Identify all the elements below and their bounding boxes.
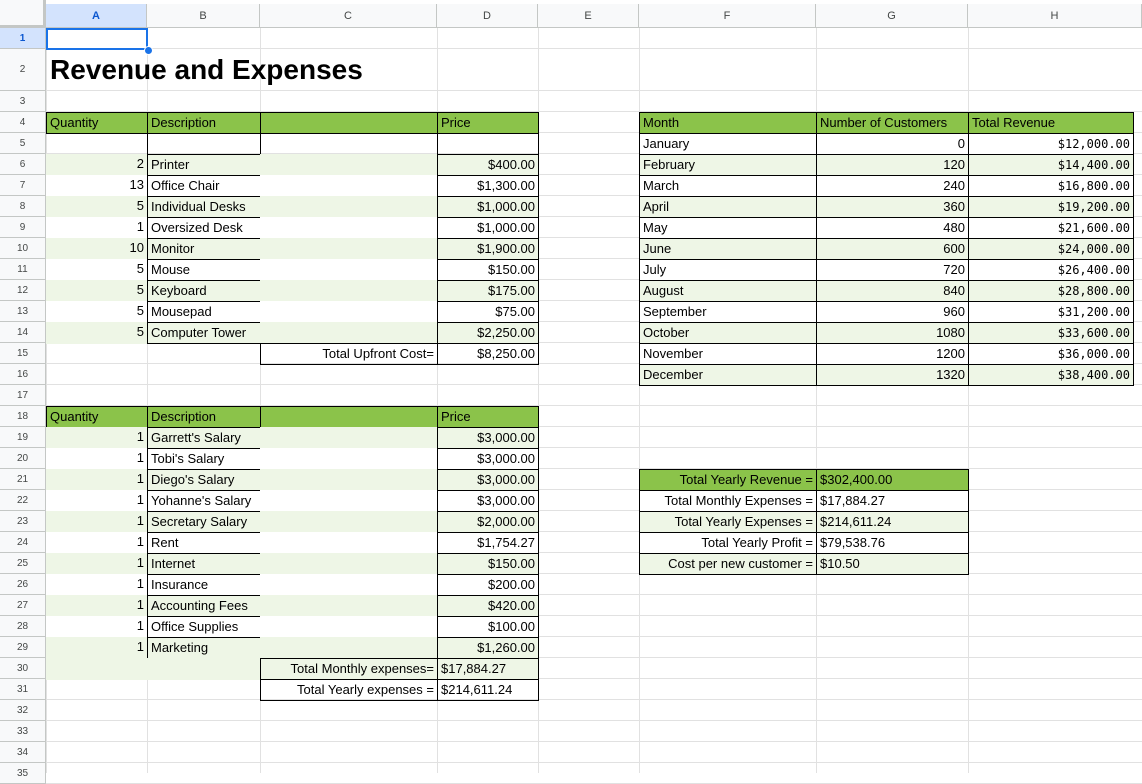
total-upfront-label[interactable]: Total Upfront Cost= — [260, 343, 438, 365]
price-cell[interactable]: $1,000.00 — [437, 196, 539, 218]
row-header-19[interactable]: 19 — [0, 427, 46, 448]
column-header-g[interactable]: G — [816, 4, 968, 28]
total-yearly-label[interactable]: Total Yearly expenses = — [260, 679, 438, 701]
header-quantity[interactable]: Quantity — [46, 406, 148, 428]
revenue-cell[interactable]: $26,400.00 — [968, 259, 1134, 281]
cell-empty[interactable] — [260, 133, 438, 155]
price-cell[interactable]: $3,000.00 — [437, 448, 539, 470]
row-header-35[interactable]: 35 — [0, 763, 46, 784]
quantity-cell[interactable]: 13 — [46, 175, 148, 197]
select-all-corner[interactable] — [0, 0, 46, 28]
column-header-b[interactable]: B — [147, 4, 260, 28]
gridline-horizontal — [46, 720, 1142, 721]
cell-empty[interactable] — [260, 301, 438, 323]
customers-cell[interactable]: 0 — [816, 133, 969, 155]
customers-cell[interactable]: 1200 — [816, 343, 969, 365]
quantity-cell[interactable]: 1 — [46, 616, 148, 638]
description-cell[interactable]: Monitor — [147, 238, 261, 260]
row-header-23[interactable]: 23 — [0, 511, 46, 532]
quantity-cell[interactable]: 1 — [46, 448, 148, 470]
quantity-cell[interactable]: 1 — [46, 553, 148, 575]
description-cell[interactable]: Mousepad — [147, 301, 261, 323]
description-cell[interactable]: Office Supplies — [147, 616, 261, 638]
summary-value[interactable]: $79,538.76 — [816, 532, 969, 554]
customers-cell[interactable]: 360 — [816, 196, 969, 218]
quantity-cell[interactable]: 5 — [46, 196, 148, 218]
price-cell[interactable]: $2,000.00 — [437, 511, 539, 533]
row-header-33[interactable]: 33 — [0, 721, 46, 742]
revenue-cell[interactable]: $21,600.00 — [968, 217, 1134, 239]
price-cell[interactable]: $150.00 — [437, 259, 539, 281]
month-cell[interactable]: February — [639, 154, 817, 176]
row-header-24[interactable]: 24 — [0, 532, 46, 553]
header-description[interactable]: Description — [147, 112, 261, 134]
revenue-cell[interactable]: $31,200.00 — [968, 301, 1134, 323]
description-cell[interactable]: Garrett's Salary — [147, 427, 261, 449]
cell-empty[interactable] — [260, 595, 438, 617]
month-cell[interactable]: January — [639, 133, 817, 155]
price-cell[interactable]: $1,260.00 — [437, 637, 539, 659]
description-cell[interactable]: Mouse — [147, 259, 261, 281]
price-cell[interactable]: $200.00 — [437, 574, 539, 596]
row-header-26[interactable]: 26 — [0, 574, 46, 595]
description-cell[interactable]: Printer — [147, 154, 261, 176]
price-cell[interactable]: $3,000.00 — [437, 469, 539, 491]
revenue-cell[interactable]: $12,000.00 — [968, 133, 1134, 155]
quantity-cell[interactable]: 1 — [46, 595, 148, 617]
quantity-cell[interactable]: 2 — [46, 154, 148, 176]
row-header-12[interactable]: 12 — [0, 280, 46, 301]
row-header-25[interactable]: 25 — [0, 553, 46, 574]
description-cell[interactable]: Secretary Salary — [147, 511, 261, 533]
revenue-cell[interactable]: $36,000.00 — [968, 343, 1134, 365]
description-cell[interactable]: Rent — [147, 532, 261, 554]
customers-cell[interactable]: 1080 — [816, 322, 969, 344]
description-cell[interactable]: Insurance — [147, 574, 261, 596]
quantity-cell[interactable]: 5 — [46, 280, 148, 302]
month-cell[interactable]: September — [639, 301, 817, 323]
cell-empty[interactable] — [260, 448, 438, 470]
header-quantity[interactable]: Quantity — [46, 112, 148, 134]
cell-empty[interactable] — [260, 238, 438, 260]
quantity-cell[interactable]: 1 — [46, 574, 148, 596]
quantity-cell[interactable]: 1 — [46, 511, 148, 533]
row-header-31[interactable]: 31 — [0, 679, 46, 700]
row-header-18[interactable]: 18 — [0, 406, 46, 427]
header-customers[interactable]: Number of Customers — [816, 112, 969, 134]
quantity-cell[interactable]: 1 — [46, 637, 148, 659]
month-cell[interactable]: December — [639, 364, 817, 386]
row-header-27[interactable]: 27 — [0, 595, 46, 616]
row-header-16[interactable]: 16 — [0, 364, 46, 385]
row-header-10[interactable]: 10 — [0, 238, 46, 259]
cell-empty[interactable] — [260, 637, 438, 659]
header-price[interactable]: Price — [437, 112, 539, 134]
description-cell[interactable]: Office Chair — [147, 175, 261, 197]
row-header-3[interactable]: 3 — [0, 91, 46, 112]
month-cell[interactable]: March — [639, 175, 817, 197]
cell-empty[interactable] — [260, 322, 438, 344]
page-title[interactable]: Revenue and Expenses — [50, 54, 363, 85]
customers-cell[interactable]: 720 — [816, 259, 969, 281]
cell-empty[interactable] — [260, 175, 438, 197]
summary-label[interactable]: Total Yearly Profit = — [639, 532, 817, 554]
description-cell[interactable]: Accounting Fees — [147, 595, 261, 617]
customers-cell[interactable]: 600 — [816, 238, 969, 260]
price-cell[interactable]: $400.00 — [437, 154, 539, 176]
revenue-cell[interactable]: $14,400.00 — [968, 154, 1134, 176]
header-blank[interactable] — [260, 112, 438, 134]
cell-empty[interactable] — [437, 133, 539, 155]
quantity-cell[interactable]: 1 — [46, 217, 148, 239]
total-upfront-value[interactable]: $8,250.00 — [437, 343, 539, 365]
price-cell[interactable]: $1,300.00 — [437, 175, 539, 197]
summary-value[interactable]: $17,884.27 — [816, 490, 969, 512]
row-header-6[interactable]: 6 — [0, 154, 46, 175]
gridline-horizontal — [46, 741, 1142, 742]
row-header-21[interactable]: 21 — [0, 469, 46, 490]
active-cell-selection[interactable] — [46, 28, 148, 50]
row-header-30[interactable]: 30 — [0, 658, 46, 679]
price-cell[interactable]: $1,900.00 — [437, 238, 539, 260]
month-cell[interactable]: April — [639, 196, 817, 218]
cell-empty[interactable] — [147, 133, 261, 155]
column-header-f[interactable]: F — [639, 4, 816, 28]
total-yearly-value[interactable]: $214,611.24 — [437, 679, 539, 701]
revenue-cell[interactable]: $38,400.00 — [968, 364, 1134, 386]
row-header-29[interactable]: 29 — [0, 637, 46, 658]
cell-empty[interactable] — [260, 469, 438, 491]
row-header-7[interactable]: 7 — [0, 175, 46, 196]
customers-cell[interactable]: 840 — [816, 280, 969, 302]
description-cell[interactable]: Marketing — [147, 637, 261, 659]
gridline-horizontal — [46, 762, 1142, 763]
column-header-h[interactable]: H — [968, 4, 1142, 28]
quantity-cell[interactable]: 1 — [46, 532, 148, 554]
price-cell[interactable]: $100.00 — [437, 616, 539, 638]
row-header-5[interactable]: 5 — [0, 133, 46, 154]
cell-empty[interactable] — [260, 280, 438, 302]
header-description[interactable]: Description — [147, 406, 261, 428]
header-blank[interactable] — [260, 406, 438, 428]
cell-empty[interactable] — [260, 154, 438, 176]
cell-empty[interactable] — [260, 532, 438, 554]
price-cell[interactable]: $75.00 — [437, 301, 539, 323]
customers-cell[interactable]: 120 — [816, 154, 969, 176]
row-header-1[interactable]: 1 — [0, 28, 46, 49]
cell-empty[interactable] — [260, 196, 438, 218]
cell-empty[interactable] — [260, 217, 438, 239]
description-cell[interactable]: Diego's Salary — [147, 469, 261, 491]
description-cell[interactable]: Internet — [147, 553, 261, 575]
summary-label[interactable]: Cost per new customer = — [639, 553, 817, 575]
header-month[interactable]: Month — [639, 112, 817, 134]
row-header-14[interactable]: 14 — [0, 322, 46, 343]
description-cell[interactable]: Computer Tower — [147, 322, 261, 344]
total-monthly-value[interactable]: $17,884.27 — [437, 658, 539, 680]
column-header-d[interactable]: D — [437, 4, 538, 28]
summary-label[interactable]: Total Monthly Expenses = — [639, 490, 817, 512]
cell-empty[interactable] — [260, 553, 438, 575]
row-header-13[interactable]: 13 — [0, 301, 46, 322]
price-cell[interactable]: $150.00 — [437, 553, 539, 575]
cell-empty[interactable] — [260, 574, 438, 596]
month-cell[interactable]: November — [639, 343, 817, 365]
description-cell[interactable]: Yohanne's Salary — [147, 490, 261, 512]
row-header-17[interactable]: 17 — [0, 385, 46, 406]
cell-empty[interactable] — [260, 511, 438, 533]
gridline-horizontal — [46, 699, 1142, 700]
cell-empty[interactable] — [260, 490, 438, 512]
row-header-4[interactable]: 4 — [0, 112, 46, 133]
column-header-a[interactable]: A — [46, 4, 147, 28]
description-cell[interactable]: Individual Desks — [147, 196, 261, 218]
summary-label[interactable]: Total Yearly Revenue = — [639, 469, 817, 491]
description-cell[interactable]: Oversized Desk — [147, 217, 261, 239]
price-cell[interactable]: $1,000.00 — [437, 217, 539, 239]
price-cell[interactable]: $175.00 — [437, 280, 539, 302]
revenue-cell[interactable]: $16,800.00 — [968, 175, 1134, 197]
month-cell[interactable]: August — [639, 280, 817, 302]
quantity-cell[interactable]: 5 — [46, 259, 148, 281]
quantity-cell[interactable]: 1 — [46, 469, 148, 491]
cell-empty[interactable] — [260, 427, 438, 449]
row-header-32[interactable]: 32 — [0, 700, 46, 721]
column-header-c[interactable]: C — [260, 4, 437, 28]
price-cell[interactable]: $3,000.00 — [437, 427, 539, 449]
cell-empty[interactable] — [46, 133, 148, 155]
quantity-cell[interactable]: 5 — [46, 322, 148, 344]
summary-label[interactable]: Total Yearly Expenses = — [639, 511, 817, 533]
column-header-e[interactable]: E — [538, 4, 639, 28]
customers-cell[interactable]: 960 — [816, 301, 969, 323]
summary-value[interactable]: $302,400.00 — [816, 469, 969, 491]
customers-cell[interactable]: 480 — [816, 217, 969, 239]
row-header-2[interactable]: 2 — [0, 49, 46, 91]
row-header-15[interactable]: 15 — [0, 343, 46, 364]
row-header-11[interactable]: 11 — [0, 259, 46, 280]
price-cell[interactable]: $3,000.00 — [437, 490, 539, 512]
header-total-revenue[interactable]: Total Revenue — [968, 112, 1134, 134]
row-header-28[interactable]: 28 — [0, 616, 46, 637]
month-cell[interactable]: June — [639, 238, 817, 260]
revenue-cell[interactable]: $19,200.00 — [968, 196, 1134, 218]
description-cell[interactable]: Tobi's Salary — [147, 448, 261, 470]
cell-empty[interactable] — [147, 658, 261, 680]
revenue-cell[interactable]: $24,000.00 — [968, 238, 1134, 260]
month-cell[interactable]: July — [639, 259, 817, 281]
revenue-cell[interactable]: $28,800.00 — [968, 280, 1134, 302]
customers-cell[interactable]: 240 — [816, 175, 969, 197]
month-cell[interactable]: October — [639, 322, 817, 344]
month-cell[interactable]: May — [639, 217, 817, 239]
quantity-cell[interactable]: 10 — [46, 238, 148, 260]
total-monthly-label[interactable]: Total Monthly expenses= — [260, 658, 438, 680]
cell-empty[interactable] — [260, 259, 438, 281]
quantity-cell[interactable]: 1 — [46, 427, 148, 449]
row-header-8[interactable]: 8 — [0, 196, 46, 217]
row-header-20[interactable]: 20 — [0, 448, 46, 469]
price-cell[interactable]: $420.00 — [437, 595, 539, 617]
customers-cell[interactable]: 1320 — [816, 364, 969, 386]
price-cell[interactable]: $1,754.27 — [437, 532, 539, 554]
summary-value[interactable]: $10.50 — [816, 553, 969, 575]
row-header-22[interactable]: 22 — [0, 490, 46, 511]
quantity-cell[interactable]: 5 — [46, 301, 148, 323]
row-header-9[interactable]: 9 — [0, 217, 46, 238]
row-header-34[interactable]: 34 — [0, 742, 46, 763]
cell-empty[interactable] — [46, 658, 148, 680]
price-cell[interactable]: $2,250.00 — [437, 322, 539, 344]
summary-value[interactable]: $214,611.24 — [816, 511, 969, 533]
quantity-cell[interactable]: 1 — [46, 490, 148, 512]
header-price[interactable]: Price — [437, 406, 539, 428]
description-cell[interactable]: Keyboard — [147, 280, 261, 302]
cell-empty[interactable] — [260, 616, 438, 638]
revenue-cell[interactable]: $33,600.00 — [968, 322, 1134, 344]
